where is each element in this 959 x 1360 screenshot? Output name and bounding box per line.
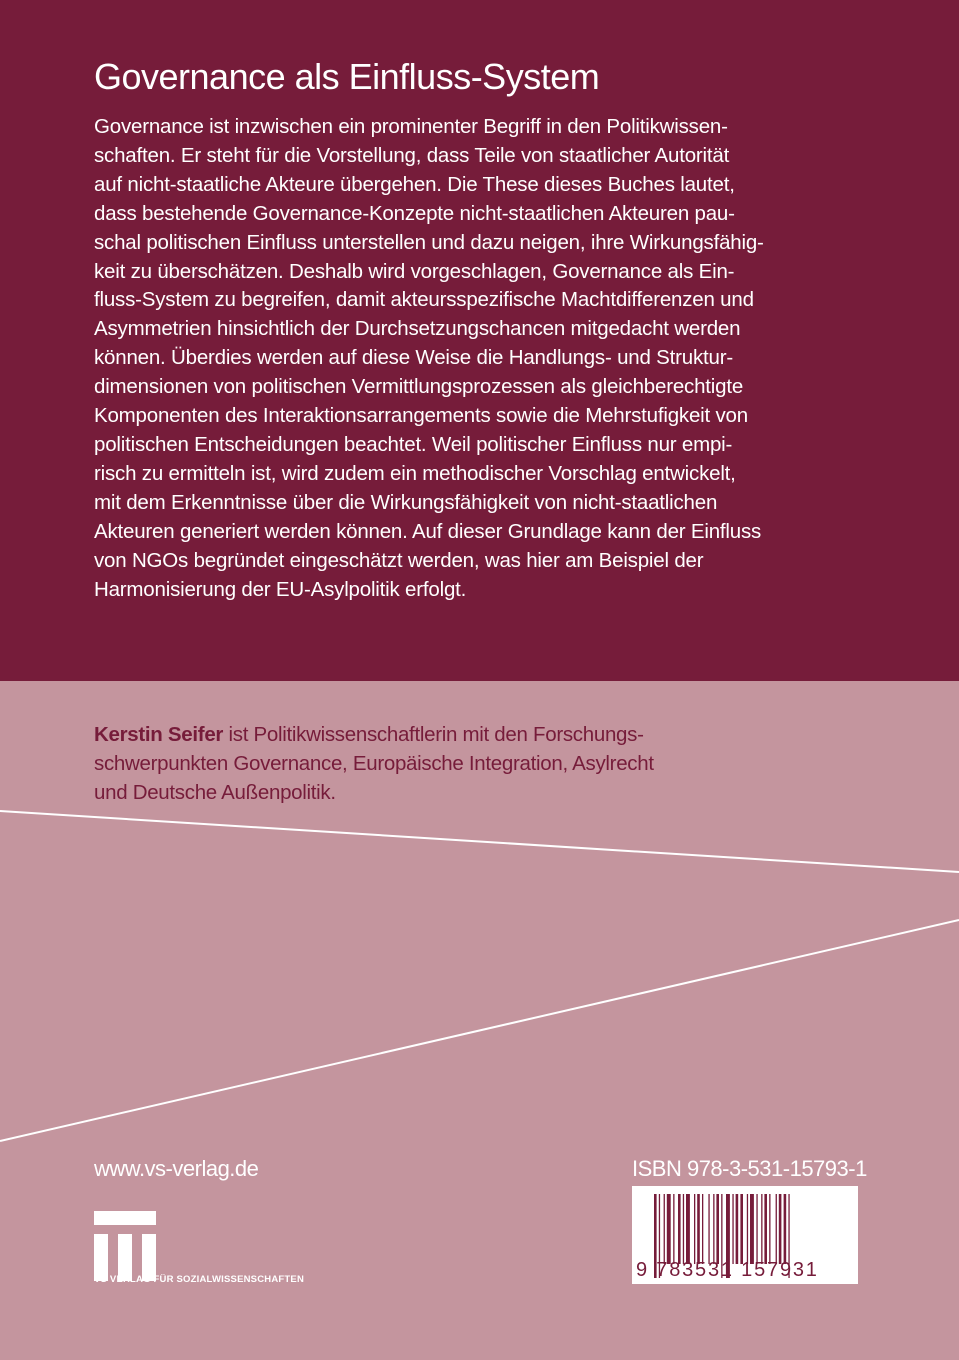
barcode-bar	[769, 1194, 770, 1264]
book-title: Governance als Einfluss-System	[94, 56, 600, 97]
blurb-line: dimensionen von politischen Vermittlungsprozessen als gleichberechtigte	[94, 375, 744, 399]
barcode-bar	[702, 1194, 703, 1264]
divider-line	[0, 811, 959, 872]
blurb-line: Governance ist inzwischen ein prominenter Begriff in den Politikwissen-	[94, 115, 728, 138]
blurb-line: mit dem Erkenntnisse über die Wirkungsfähigkeit von nicht-staatlichen	[94, 490, 718, 514]
divider-line	[0, 920, 959, 1141]
barcode-bar	[779, 1194, 782, 1264]
barcode-bar	[736, 1194, 739, 1264]
blurb-line: schal politischen Einfluss unterstellen und dazu neigen, ihre Wirkungsfähig-	[94, 230, 764, 254]
barcode-digits: 9 783531 157931	[636, 1259, 819, 1281]
blurb-line: risch zu ermitteln ist, wird zudem ein methodischer Vorschlag entwickelt,	[94, 461, 736, 485]
barcode-bar	[683, 1194, 684, 1264]
barcode-bar	[686, 1194, 690, 1264]
barcode-bar	[747, 1194, 748, 1264]
publisher-url[interactable]: www.vs-verlag.de	[94, 1156, 259, 1181]
barcode-bar	[732, 1194, 733, 1264]
barcode-bar	[740, 1194, 743, 1264]
blurb-line: Harmonisierung der EU-Asylpolitik erfolgt.	[94, 577, 467, 601]
barcode-bar	[673, 1194, 674, 1264]
blurb-line: schaften. Er steht für die Vorstellung, dass Teile von staatlicher Autorität	[94, 143, 730, 167]
blurb-line: auf nicht-staatliche Akteure übergehen. Die These dieses Buches lautet,	[94, 172, 735, 196]
barcode-bar	[708, 1194, 709, 1264]
barcode-bar	[776, 1194, 777, 1264]
barcode-bar	[716, 1194, 719, 1264]
blurb-line: können. Überdies werden auf diese Weise die Handlungs- und Struktur-	[94, 346, 733, 370]
barcode-bar	[750, 1194, 754, 1264]
isbn-barcode	[632, 1186, 858, 1284]
barcode-bar	[764, 1194, 767, 1264]
blurb-line: keit zu überschätzen. Deshalb wird vorgeschlagen, Governance als Ein-	[94, 259, 735, 283]
publisher-logo-text: VS VERLAG FÜR SOZIALWISSENSCHAFTEN	[94, 1274, 305, 1285]
barcode-bar	[664, 1194, 665, 1264]
author-bio-text: ist Politikwissenschaftlerin mit den Forschungs-	[223, 723, 644, 746]
barcode-bar	[678, 1194, 681, 1264]
barcode-bar	[761, 1194, 762, 1264]
barcode-bar	[694, 1194, 695, 1264]
author-name: Kerstin Seifer	[94, 723, 224, 746]
blurb-line: Asymmetrien hinsichtlich der Durchsetzungschancen mitgedacht werden	[94, 317, 741, 341]
blurb-line: Akteuren generiert werden können. Auf dieser Grundlage kann der Einfluss	[94, 519, 762, 543]
blurb-line: von NGOs begründet eingeschätzt werden, was hier am Beispiel der	[94, 548, 704, 572]
barcode-bar	[756, 1194, 757, 1264]
blurb-line: fluss-System zu begreifen, damit akteursspezifische Machtdifferenzen und	[94, 288, 754, 312]
isbn-label: ISBN 978-3-531-15793-1	[632, 1156, 867, 1181]
blurb-line: dass bestehende Governance-Konzepte nicht-staatlichen Akteuren pau-	[94, 201, 735, 225]
blurb-line: politischen Entscheidungen beachtet. Weil politischer Einfluss nur empi-	[94, 432, 733, 456]
barcode-bar	[713, 1194, 714, 1264]
author-bio-text: und Deutsche Außenpolitik.	[94, 781, 336, 804]
author-bio-text: schwerpunkten Governance, Europäische Integration, Asylrecht	[94, 752, 654, 775]
blurb-line: Komponenten des Interaktionsarrangements sowie die Mehrstufigkeit von	[94, 404, 748, 428]
barcode-bar	[697, 1194, 700, 1264]
barcode-bar	[784, 1194, 787, 1264]
barcode-bar	[667, 1194, 671, 1264]
